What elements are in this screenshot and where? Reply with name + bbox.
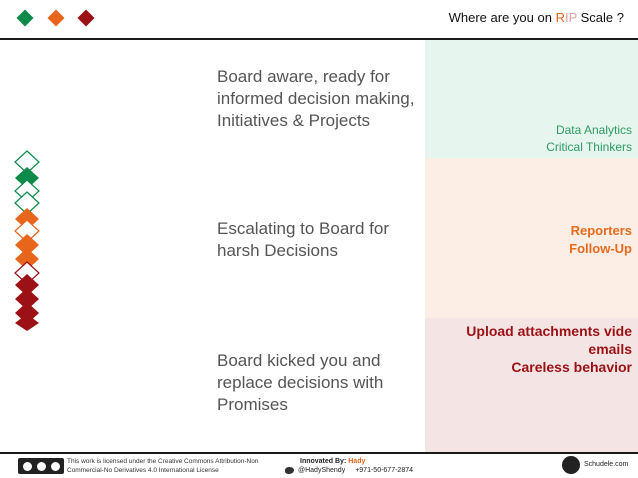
- twitter-bird-icon: [285, 467, 294, 474]
- trait-data-analytics: Data Analytics: [555, 123, 632, 137]
- trait-upload-attachments: Upload attachments vide emails: [466, 323, 632, 357]
- orange-diamond-chain: [15, 208, 39, 270]
- site-link[interactable]: Schudele.com: [584, 461, 629, 468]
- trait-follow-up: Follow-Up: [569, 241, 632, 256]
- green-level-statement: Board aware, ready for informed decision making, Initiatives & Projects: [217, 67, 415, 130]
- phone-number: +971-50-677-2874: [355, 467, 414, 474]
- contact-line: [285, 467, 413, 474]
- header-bar: [0, 0, 638, 38]
- red-level-statement: Board kicked you and replace decisions with Promises: [217, 351, 384, 414]
- schudele-logo-icon: [562, 456, 580, 474]
- orange-level-statement: Escalating to Board for harsh Decisions: [217, 219, 389, 260]
- rip-scale-question: [449, 10, 624, 25]
- trait-careless-behavior: Careless behavior: [511, 359, 632, 375]
- question-prefix: Where are you on: [448, 10, 556, 25]
- question-ip: IP: [564, 10, 578, 25]
- rip-diamond-chain-icon: [12, 150, 42, 332]
- question-suffix: Scale ?: [577, 10, 624, 25]
- red-diamond-chain: [15, 262, 39, 331]
- red-level-band: [425, 318, 638, 452]
- red-level-traits: [432, 322, 632, 376]
- innovator-name: Hady: [348, 458, 366, 465]
- orange-level-traits: [569, 222, 632, 258]
- green-level-traits: [546, 122, 632, 156]
- red-diamond-icon: [78, 10, 95, 27]
- green-diamond-icon: [17, 10, 34, 27]
- green-level-band: [425, 40, 638, 158]
- trait-reporters: Reporters: [570, 223, 632, 238]
- license-text: This work is licensed under the Creative Commons Attribution-Non Commercial-No Derivatives 4.0 International License: [67, 458, 259, 474]
- creative-commons-badge-icon: [18, 458, 64, 474]
- trait-critical-thinkers: Critical Thinkers: [546, 140, 632, 154]
- orange-diamond-icon: [48, 10, 65, 27]
- innovated-label: Innovated By:: [300, 458, 347, 465]
- green-diamond-chain: [15, 151, 39, 214]
- footer: [0, 454, 638, 478]
- innovated-by: [300, 457, 365, 466]
- question-r: R: [555, 10, 565, 25]
- twitter-handle[interactable]: @HadyShendy: [298, 467, 346, 474]
- orange-level-band: [425, 158, 638, 318]
